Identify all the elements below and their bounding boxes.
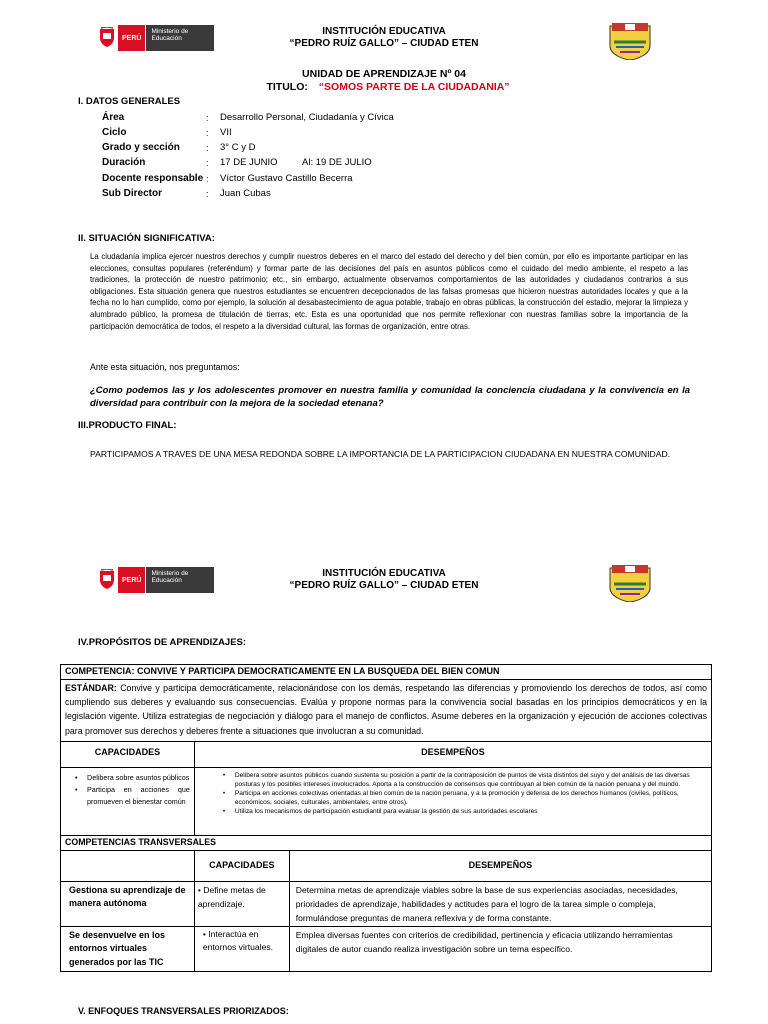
desempeno-item: • Participa en acciones colectivas orientadas al bien común de la nación peruana, y a la promoción y defensa de los derechos humanos (civiles, políticos, económicos, sociales, culturales, ambientales, entre otros).: [217, 789, 707, 807]
school-line2: “PEDRO RUÍZ GALLO” – CIUDAD ETEN: [289, 38, 479, 49]
dg-label: Área: [102, 112, 125, 123]
dg-label: Sub Director: [102, 188, 163, 199]
logo-country: PERÚ: [118, 567, 146, 593]
producto-text: PARTICIPAMOS A TRAVES DE UNA MESA REDONDA SOBRE LA IMPORTANCIA DE LA PARTICIPACION CIUDADANA EN NUESTRA COMUNIDAD.: [90, 449, 671, 459]
logo-ministry: Ministerio de Educación: [146, 567, 214, 593]
school-line2: “PEDRO RUÍZ GALLO” – CIUDAD ETEN: [289, 580, 479, 591]
key-question: ¿Como podemos las y los adolescentes promover en nuestra familia y comunidad la conciencia ciudadana y la convivencia en la diversidad para contribuir con la mejora de la sociedad etenana?: [90, 385, 690, 409]
trans-desempeno: Emplea diversas fuentes con criterios de credibilidad, pertinencia y eficacia utilizando herramientas digitales de autor cuando realiza investigación sobre un tema específico.: [289, 926, 711, 972]
capacidades-header: CAPACIDADES: [61, 741, 195, 767]
dg-colon: :: [206, 157, 209, 168]
trans-capacidad-cell: [194, 926, 289, 972]
transversales-heading: COMPETENCIAS TRANSVERSALES: [61, 835, 712, 850]
dg-colon: :: [206, 127, 209, 138]
dg-row-duracion: [102, 155, 372, 170]
dg-label: Grado y sección: [102, 142, 180, 153]
trans-competencia: Se desenvuelve en los entornos virtuales generados por las TIC: [61, 926, 195, 972]
desempenos-list: [217, 771, 707, 816]
situacion-heading: II. SITUACIÓN SIGNIFICATIVA:: [78, 233, 215, 244]
desempenos-cell: [194, 767, 711, 835]
capacidad-item: • Delibera sobre asuntos públicos: [69, 772, 190, 784]
dg-colon: :: [206, 142, 209, 153]
dg-value-end: Al: 19 DE JULIO: [302, 157, 372, 168]
dg-colon: :: [206, 188, 209, 199]
propositos-heading: IV.PROPÓSITOS DE APRENDIZAJES:: [78, 637, 247, 648]
dg-value: Víctor Gustavo Castillo Becerra: [220, 173, 353, 184]
school-line1: INSTITUCIÓN EDUCATIVA: [322, 26, 446, 37]
transversales-table: [60, 851, 712, 972]
dg-label: Ciclo: [102, 127, 127, 138]
capacidad-item: • Participa en acciones que promueven el bienestar común: [69, 784, 190, 809]
trans-desempenos-header: DESEMPEÑOS: [289, 851, 711, 881]
dg-row-grado: [102, 140, 255, 155]
trans-capacidad: Define metas de aprendizaje.: [197, 884, 266, 909]
logo-ministry: Ministerio de Educación: [146, 25, 214, 51]
titulo-value: “SOMOS PARTE DE LA CIUDADANIA”: [318, 81, 510, 93]
desempenos-header: DESEMPEÑOS: [194, 741, 711, 767]
dg-label: Docente responsable: [102, 173, 204, 184]
datos-generales-heading: I. DATOS GENERALES: [78, 96, 181, 107]
capacidades-list: [69, 772, 190, 809]
dg-label: Duración: [102, 157, 146, 168]
estandar-label: ESTÁNDAR:: [65, 683, 117, 693]
dg-row-subdirector: [102, 186, 271, 201]
unit-title: UNIDAD DE APRENDIZAJE Nº 04: [302, 68, 466, 80]
titulo-label: TITULO:: [266, 81, 308, 93]
school-name: [0, 568, 768, 592]
estandar-text: Convive y participa democráticamente, relacionándose con los demás, respetando las diferencias y promoviendo los derechos de todos, así como cumpliendo sus deberes y evaluando sus consecuencias. Evalúa y propone normas para la convivencia social basadas en los principios democráticos y en la legislación vigente. Utiliza estrategias de negociación y diálogo para el manejo de conflictos. Asume deberes en la organización y ejecución de acciones colectivas para promover sus derechos y deberes frente a situaciones que involucran a su comunidad.: [65, 683, 707, 736]
logo-country: PERÚ: [118, 25, 146, 51]
trans-capacidades-header: CAPACIDADES: [194, 851, 289, 881]
enfoques-heading: V. ENFOQUES TRANSVERSALES PRIORIZADOS:: [78, 1006, 289, 1016]
dg-row-area: [102, 110, 394, 125]
dg-value: 17 DE JUNIO: [220, 157, 278, 168]
trans-desempeno: Determina metas de aprendizaje viables sobre la base de sus experiencias asociadas, necesidades, prioridades de aprendizaje, habilidades y actitudes para el logro de la tarea simple o compleja, formulándose preguntas de manera reflexiva y de forma constante.: [289, 881, 711, 926]
school-line1: INSTITUCIÓN EDUCATIVA: [322, 568, 446, 579]
blank-cell: [61, 851, 195, 881]
estandar-cell: [61, 680, 712, 742]
dg-value: Desarrollo Personal, Ciudadanía y Cívica: [220, 112, 394, 123]
unit-subtitle: [0, 81, 768, 93]
capacidades-cell: [61, 767, 195, 835]
trans-competencia: Gestiona su aprendizaje de manera autónoma: [61, 881, 195, 926]
producto-heading: III.PRODUCTO FINAL:: [78, 420, 177, 431]
dg-colon: :: [206, 112, 209, 123]
competencia-table: [60, 664, 712, 851]
intro-question: Ante esta situación, nos preguntamos:: [90, 362, 240, 372]
dg-row-ciclo: [102, 125, 232, 140]
dg-value: Juan Cubas: [220, 188, 271, 199]
bullet: •: [202, 928, 209, 939]
dg-colon: :: [206, 173, 209, 184]
school-crest-icon: [608, 20, 652, 60]
trans-capacidad: Interactúa en entornos virtuales.: [202, 928, 274, 952]
dg-value: VII: [220, 127, 232, 138]
desempeno-item: • Delibera sobre asuntos públicos cuando sustenta su posición a partir de la contraposición de puntos de vista distintos del suyo y del análisis de las diversas posturas y los posibles intereses involucrados. Aporta a la construcción de consensos que contribuyan al bien común de la nación peruana y del mundo.: [217, 771, 707, 789]
school-crest-icon: [608, 562, 652, 602]
desempeno-item: • Utiliza los mecanismos de participación estudiantil para evaluar la gestión de sus autoridades escolares: [217, 807, 707, 816]
dg-value: 3° C y D: [220, 142, 256, 153]
dg-row-docente: [102, 171, 353, 186]
situacion-paragraph: La ciudadanía implica ejercer nuestros derechos y cumplir nuestros deberes en el marco del estado del derecho y del bien común, por ello es importante participar en las elecciones, consultas populares (referéndum) y formar parte de las decisiones del país en asuntos públicos como el cuidado del medio ambiente, el respeto a las tradiciones, la protección de nuestro patrimonio; etc., sin embargo, actualmente observamos comportamientos de las autoridades y ciudadanos contrarios a sus obligaciones. Esta situación genera que nuestros estudiantes se encuentren decepcionados de las falsas promesas que hicieron nuestras autoridades locales y que a la fecha no lo han cumplido, como por ejemplo, la solución al desabastecimiento de agua potable, trabajo en obras públicas, la construcción del estadio, mejorar la limpieza y alumbrado público, la promesa de titulación de tierras, etc. Esta es una oportunidad que nos permite reflexionar con nuestras familias sobre la importancia de la participación democrática de todos, el respeto a la diversidad cultural, las formas de organización, entre otras.: [90, 252, 688, 331]
trans-capacidad-cell: [194, 881, 289, 926]
school-name: [0, 26, 768, 50]
bullet: •: [197, 884, 204, 895]
competencia-title: COMPETENCIA: CONVIVE Y PARTICIPA DEMOCRATICAMENTE EN LA BUSQUEDA DEL BIEN COMUN: [61, 665, 712, 680]
